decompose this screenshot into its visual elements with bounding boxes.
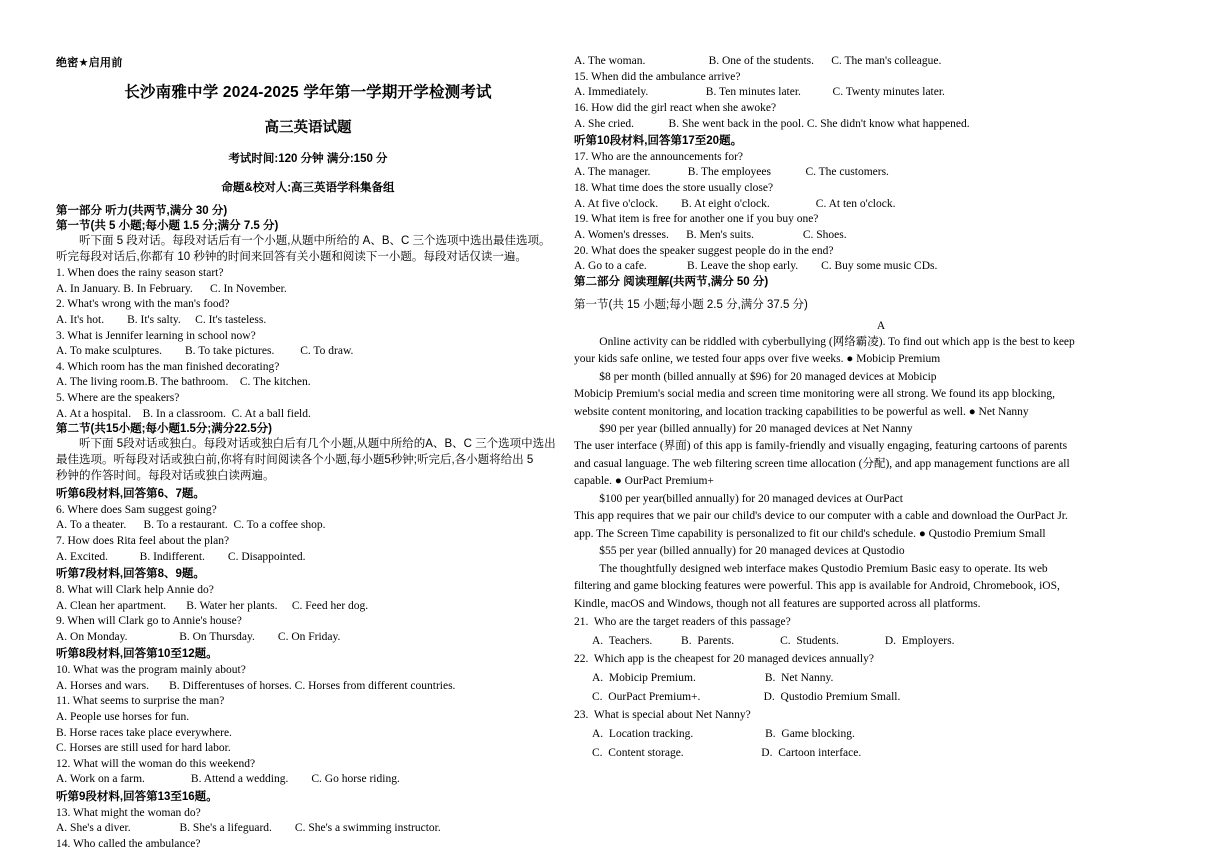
question-20-options: A. Go to a cafe. B. Leave the shop early. C. Buy some music CDs. [574, 260, 938, 273]
question-14: 14. Who called the ambulance? [56, 838, 201, 850]
page-title: 长沙南雅中学 2024-2025 学年第一学期开学检测考试 [124, 84, 492, 101]
question-21-options: A. Teachers. B. Parents. C. Students. D. Employers. [592, 634, 955, 647]
question-18: 18. What time does the store usually close? [574, 182, 774, 195]
left-column [0, 54, 566, 853]
question-5: 5. Where are the speakers? [56, 392, 180, 405]
passage-line: Kindle, macOS and Windows, though not all features are supported across all platforms. [574, 597, 981, 610]
question-13-options: A. She's a diver. B. She's a lifeguard. C. She's a swimming instructor. [56, 822, 441, 835]
question-8-options: A. Clean her apartment. B. Water her plants. C. Feed her dog. [56, 599, 369, 612]
question-11-option-c: C. Horses are still used for hard labor. [56, 742, 231, 755]
passage-line: $8 per month (billed annually at $96) for 20 managed devices at Mobicip [599, 370, 937, 383]
question-6-options: A. To a theater. B. To a restaurant. C. To a coffee shop. [56, 519, 326, 532]
part2-section1-heading: 第一节(共 15 小题;每小题 2.5 分,满分 37.5 分) [574, 298, 808, 311]
question-1: 1. When does the rainy season start? [56, 267, 224, 280]
part1-section1-instruction-1: 听下面 5 段对话。每段对话后有一个小题,从题中所给的 A、B、C 三个选项中选出最佳选项。 [79, 235, 551, 248]
secret-mark: 绝密★启用前 [56, 57, 123, 69]
part1-section2-heading: 第二节(共15小题;每小题1.5分;满分22.5分) [56, 423, 272, 436]
passage-line: The user interface (界面) of this app is family-friendly and visually engaging, featuring cartoons of parents [574, 440, 1068, 453]
question-22-options-ab: A. Mobicip Premium. B. Net Nanny. [592, 672, 834, 685]
question-13: 13. What might the woman do? [56, 806, 201, 819]
passage-line: $90 per year (billed annually) for 20 managed devices at Net Nanny [599, 422, 913, 435]
question-12-options: A. Work on a farm. B. Attend a wedding. C. Go horse riding. [56, 773, 400, 786]
question-16: 16. How did the girl react when she awoke? [574, 101, 777, 114]
question-23-options-cd: C. Content storage. D. Cartoon interface. [592, 746, 862, 759]
question-23-options-ab: A. Location tracking. B. Game blocking. [592, 727, 855, 740]
question-23: 23. What is special about Net Nanny? [574, 709, 751, 722]
question-16-options: A. She cried. B. She went back in the pool. C. She didn't know what happened. [574, 117, 970, 130]
material-8-heading: 听第8段材料,回答第10至12题。 [56, 648, 218, 661]
material-7-heading: 听第7段材料,回答第8、9题。 [56, 568, 205, 581]
question-19: 19. What item is free for another one if you buy one? [574, 213, 819, 226]
question-10-options: A. Horses and wars. B. Differentuses of horses. C. Horses from different countries. [56, 679, 456, 692]
passage-line: $100 per year(billed annually) for 20 managed devices at OurPact [599, 492, 903, 505]
question-9: 9. When will Clark go to Annie's house? [56, 615, 242, 628]
question-20: 20. What does the speaker suggest people do in the end? [574, 244, 834, 257]
question-18-options: A. At five o'clock. B. At eight o'clock. C. At ten o'clock. [574, 197, 896, 210]
question-2-options: A. It's hot. B. It's salty. C. It's tasteless. [56, 313, 267, 326]
material-10-heading: 听第10段材料,回答第17至20题。 [574, 135, 743, 148]
passage-line: website content monitoring, and location tracking capabilities to be powerful as well. ● Net Nanny [574, 405, 1029, 418]
question-5-options: A. At a hospital. B. In a classroom. C. At a ball field. [56, 407, 311, 420]
passage-line: The thoughtfully designed web interface makes Qustodio Premium Basic easy to operate. Its web [599, 562, 1048, 575]
question-11-option-b: B. Horse races take place everywhere. [56, 726, 232, 739]
author-info: 命题&校对人:高三英语学科集备组 [221, 182, 395, 194]
part1-section2-instruction-1: 听下面 5段对话或独白。每段对话或独白后有几个小题,从题中所给的A、B、C 三个选项中选出 [79, 438, 556, 451]
question-9-options: A. On Monday. B. On Thursday. C. On Friday. [56, 630, 341, 643]
question-12: 12. What will the woman do this weekend? [56, 757, 256, 770]
passage-line: and casual language. The web filtering screen time allocation (分配), and app management functions are all [574, 457, 1070, 470]
passage-line: your kids safe online, we tested four apps over five weeks. ● Mobicip Premium [574, 353, 941, 366]
part2-heading: 第二部分 阅读理解(共两节,满分 50 分) [574, 275, 769, 288]
question-11: 11. What seems to surprise the man? [56, 695, 225, 708]
question-15: 15. When did the ambulance arrive? [574, 70, 741, 83]
question-2: 2. What's wrong with the man's food? [56, 298, 230, 311]
material-9-heading: 听第9段材料,回答第13至16题。 [56, 791, 218, 804]
right-column [566, 54, 1232, 762]
passage-line: This app requires that we pair our child's device to our computer with a cable and download the OurPact Jr. [574, 510, 1068, 523]
question-7-options: A. Excited. B. Indifferent. C. Disappointed. [56, 550, 306, 563]
question-4-options: A. The living room.B. The bathroom. C. The kitchen. [56, 376, 311, 389]
question-4: 4. Which room has the man finished decorating? [56, 360, 280, 373]
reading-passage-a [574, 334, 1188, 614]
part1-section1-instruction-2: 听完每段对话后,你都有 10 秒钟的时间来回答有关小题和阅读下一小题。每段对话仅读一遍。 [56, 251, 527, 264]
question-14-options: A. The woman. B. One of the students. C. The man's colleague. [574, 55, 942, 67]
question-6: 6. Where does Sam suggest going? [56, 503, 217, 516]
passage-line: $55 per year (billed annually) for 20 managed devices at Qustodio [599, 545, 905, 558]
question-3: 3. What is Jennifer learning in school now? [56, 329, 256, 342]
question-22: 22. Which app is the cheapest for 20 managed devices annually? [574, 653, 874, 666]
passage-label-a: A [876, 319, 886, 332]
passage-line: capable. ● OurPact Premium+ [574, 475, 714, 488]
page-subtitle: 高三英语试题 [264, 120, 352, 136]
exam-info: 考试时间:120 分钟 满分:150 分 [228, 153, 388, 165]
part1-section1-heading: 第一节(共 5 小题;每小题 1.5 分;满分 7.5 分) [56, 220, 279, 233]
passage-line: filtering and game blocking features were powerful. This app is available for Android, Chromebook, iOS, [574, 580, 1060, 593]
question-7: 7. How does Rita feel about the plan? [56, 534, 230, 547]
question-3-options: A. To make sculptures. B. To take pictures. C. To draw. [56, 345, 354, 358]
question-8: 8. What will Clark help Annie do? [56, 583, 214, 596]
question-21: 21. Who are the target readers of this passage? [574, 616, 791, 629]
question-1-options: A. In January. B. In February. C. In November. [56, 282, 287, 295]
passage-line: Mobicip Premium's social media and screen time monitoring were all strong. We found its app blocking, [574, 388, 1055, 401]
question-19-options: A. Women's dresses. B. Men's suits. C. Shoes. [574, 228, 847, 241]
material-6-heading: 听第6段材料,回答第6、7题。 [56, 488, 205, 501]
part1-section2-instruction-3: 秒钟的作答时间。每段对话或独白读两遍。 [56, 470, 275, 483]
question-10: 10. What was the program mainly about? [56, 664, 246, 677]
passage-line: app. The Screen Time capability is personalized to fit our child's schedule. ● Qustodio Premium Small [574, 527, 1046, 540]
question-22-options-cd: C. OurPact Premium+. D. Qustodio Premium Small. [592, 690, 901, 703]
passage-line: Online activity can be riddled with cyberbullying (网络霸凌). To find out which app is the best to keep [599, 335, 1075, 348]
question-17-options: A. The manager. B. The employees C. The customers. [574, 166, 889, 179]
question-15-options: A. Immediately. B. Ten minutes later. C. Twenty minutes later. [574, 86, 945, 99]
part1-section2-instruction-2: 最佳选项。听每段对话或独白前,你将有时间阅读各个小题,每小题5秒钟;听完后,各小题将给出 5 [56, 454, 534, 467]
question-11-option-a: A. People use horses for fun. [56, 710, 190, 723]
question-17: 17. Who are the announcements for? [574, 150, 744, 163]
part1-heading: 第一部分 听力(共两节,满分 30 分) [56, 205, 228, 217]
